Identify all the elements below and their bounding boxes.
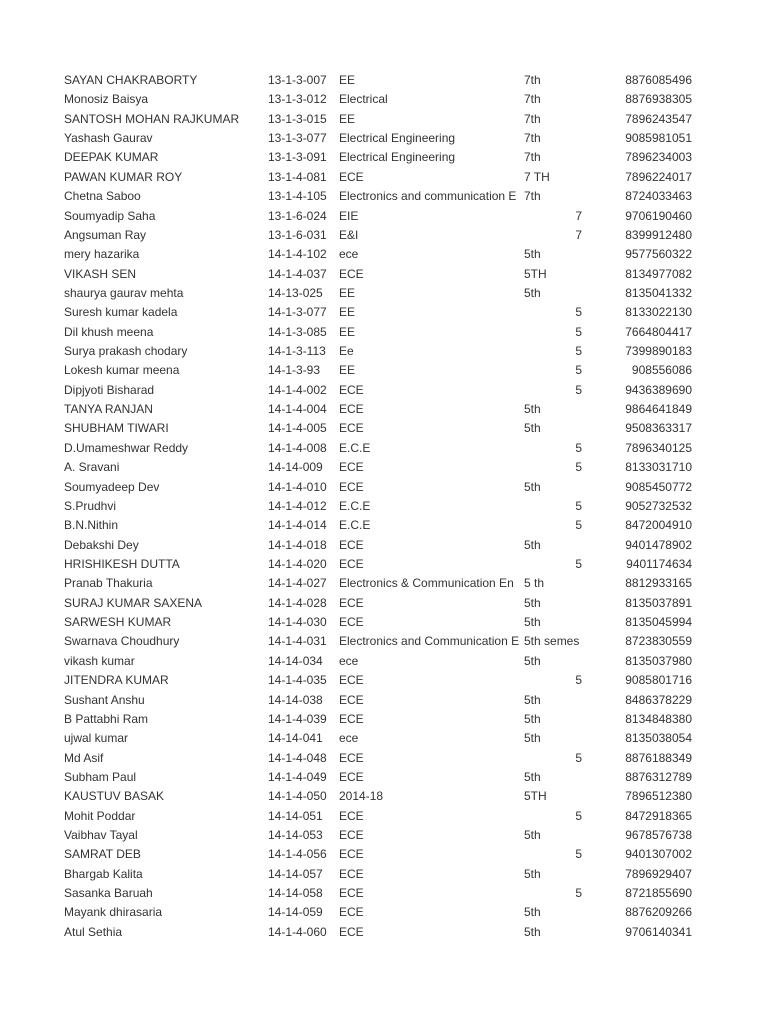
semester-cell: 5 [575, 673, 582, 688]
table-row [0, 71, 768, 90]
student-name-cell: Vaibhav Tayal [64, 828, 138, 843]
branch-cell: ECE [339, 866, 364, 881]
table-row [0, 361, 768, 380]
student-name-cell: Yashash Gaurav [64, 131, 153, 146]
roll-number-cell: 14-1-4-048 [268, 750, 327, 765]
table-row [0, 632, 768, 651]
phone-number-cell: 8134977082 [625, 266, 692, 281]
roll-number-cell: 14-1-4-018 [268, 537, 327, 552]
roll-number-cell: 14-1-4-005 [268, 421, 327, 436]
branch-cell: ece [339, 731, 359, 746]
student-name-cell: Angsuman Ray [64, 227, 147, 242]
student-name-cell: SURAJ KUMAR SAXENA [64, 595, 203, 610]
semester-cell: 5 [575, 556, 582, 571]
roll-number-cell: 14-1-4-056 [268, 847, 327, 862]
phone-number-cell: 8472918365 [625, 808, 692, 823]
phone-number-cell: 9706190460 [625, 208, 692, 223]
student-name-cell: VIKASH SEN [64, 266, 137, 281]
branch-cell: EE [339, 285, 356, 300]
roll-number-cell: 14-1-4-037 [268, 266, 327, 281]
semester-cell: 5 [575, 363, 582, 378]
student-name-cell: SANTOSH MOHAN RAJKUMAR [64, 111, 240, 126]
branch-cell: Electrical Engineering [339, 150, 456, 165]
semester-cell: 7th [524, 189, 541, 204]
student-name-cell: Sasanka Baruah [64, 886, 153, 901]
student-name-cell: KAUSTUV BASAK [64, 789, 165, 804]
branch-cell: E.C.E [339, 498, 371, 513]
table-row [0, 419, 768, 438]
student-name-cell: Bhargab Kalita [64, 866, 143, 881]
phone-number-cell: 7896512380 [625, 789, 692, 804]
branch-cell: Electrical [339, 92, 388, 107]
roll-number-cell: 14-1-4-008 [268, 440, 327, 455]
branch-cell: ECE [339, 402, 364, 417]
table-row [0, 226, 768, 245]
table-row [0, 884, 768, 903]
table-row [0, 671, 768, 690]
phone-number-cell: 8723830559 [625, 634, 692, 649]
table-row [0, 381, 768, 400]
semester-cell: 5 [575, 382, 582, 397]
table-row [0, 923, 768, 942]
branch-cell: 2014-18 [339, 789, 384, 804]
table-row [0, 187, 768, 206]
student-name-cell: Dipjyoti Bisharad [64, 382, 155, 397]
branch-cell: Electronics and Communication E [339, 634, 520, 649]
student-list-sheet [0, 71, 768, 942]
branch-cell: Electronics and communication E [339, 189, 517, 204]
branch-cell: EE [339, 324, 356, 339]
branch-cell: EE [339, 73, 356, 87]
phone-number-cell: 9577560322 [625, 247, 692, 262]
roll-number-cell: 14-1-4-012 [268, 498, 327, 513]
branch-cell: Electronics & Communication En [339, 576, 514, 591]
phone-number-cell: 8876938305 [625, 92, 692, 107]
student-name-cell: Dil khush meena [64, 324, 154, 339]
table-row [0, 110, 768, 129]
table-row [0, 478, 768, 497]
student-name-cell: Mayank dhirasaria [64, 905, 163, 920]
roll-number-cell: 13-1-3-077 [268, 131, 327, 146]
phone-number-cell: 9085450772 [625, 479, 692, 494]
semester-cell: 5th [524, 421, 541, 436]
student-name-cell: Debakshi Dey [64, 537, 139, 552]
semester-cell: 5th [524, 905, 541, 920]
roll-number-cell: 13-1-3-015 [268, 111, 327, 126]
semester-cell: 7th [524, 92, 541, 107]
semester-cell: 5th [524, 537, 541, 552]
branch-cell: EE [339, 363, 356, 378]
roll-number-cell: 14-14-041 [268, 731, 323, 746]
student-name-cell: SAYAN CHAKRABORTY [64, 73, 198, 87]
semester-cell: 5TH [524, 266, 547, 281]
table-row [0, 536, 768, 555]
table-row [0, 458, 768, 477]
roll-number-cell: 13-1-3-091 [268, 150, 327, 165]
student-name-cell: JITENDRA KUMAR [64, 673, 169, 688]
roll-number-cell: 13-1-6-024 [268, 208, 327, 223]
semester-cell: 5th [524, 866, 541, 881]
semester-cell: 5 [575, 460, 582, 475]
phone-number-cell: 8876312789 [625, 769, 692, 784]
branch-cell: ece [339, 653, 359, 668]
phone-number-cell: 8135038054 [625, 731, 692, 746]
phone-number-cell: 8133031710 [625, 460, 692, 475]
roll-number-cell: 14-1-4-004 [268, 402, 327, 417]
phone-number-cell: 7896340125 [625, 440, 692, 455]
roll-number-cell: 14-1-4-102 [268, 247, 327, 262]
roll-number-cell: 14-13-025 [268, 285, 323, 300]
roll-number-cell: 14-14-053 [268, 828, 323, 843]
table-row [0, 749, 768, 768]
student-name-cell: Subham Paul [64, 769, 137, 784]
branch-cell: ECE [339, 537, 364, 552]
branch-cell: EE [339, 111, 356, 126]
student-name-cell: Surya prakash chodary [64, 344, 188, 359]
semester-cell: 5th [524, 769, 541, 784]
phone-number-cell: 9052732532 [625, 498, 692, 513]
student-name-cell: shaurya gaurav mehta [64, 285, 184, 300]
table-row [0, 613, 768, 632]
phone-number-cell: 8486378229 [625, 692, 692, 707]
semester-cell: 5th [524, 828, 541, 843]
table-row [0, 90, 768, 109]
roll-number-cell: 14-1-4-010 [268, 479, 327, 494]
student-name-cell: B.N.Nithin [64, 518, 119, 533]
branch-cell: ECE [339, 421, 364, 436]
table-row [0, 691, 768, 710]
student-name-cell: HRISHIKESH DUTTA [64, 556, 180, 571]
phone-number-cell: 9401478902 [625, 537, 692, 552]
roll-number-cell: 14-1-4-020 [268, 556, 327, 571]
branch-cell: ECE [339, 847, 364, 862]
branch-cell: E.C.E [339, 440, 371, 455]
branch-cell: ECE [339, 808, 364, 823]
phone-number-cell: 9864641849 [625, 402, 692, 417]
semester-cell: 7th [524, 111, 541, 126]
roll-number-cell: 14-1-4-027 [268, 576, 327, 591]
roll-number-cell: 14-1-4-035 [268, 673, 327, 688]
semester-cell: 5th [524, 479, 541, 494]
table-row [0, 439, 768, 458]
phone-number-cell: 8133022130 [625, 305, 692, 320]
branch-cell: ECE [339, 886, 364, 901]
student-name-cell: D.Umameshwar Reddy [64, 440, 189, 455]
table-row [0, 652, 768, 671]
table-row [0, 787, 768, 806]
student-name-cell: Mohit Poddar [64, 808, 136, 823]
roll-number-cell: 14-1-4-031 [268, 634, 327, 649]
phone-number-cell: 9678576738 [625, 828, 692, 843]
semester-cell: 5th [524, 653, 541, 668]
roll-number-cell: 14-14-057 [268, 866, 323, 881]
semester-cell: 5th [524, 402, 541, 417]
roll-number-cell: 14-1-3-93 [268, 363, 321, 378]
semester-cell: 5 [575, 324, 582, 339]
semester-cell: 5th [524, 692, 541, 707]
branch-cell: ECE [339, 169, 364, 184]
student-name-cell: S.Prudhvi [64, 498, 117, 513]
phone-number-cell: 7896234003 [625, 150, 692, 165]
semester-cell: 7th [524, 131, 541, 146]
roll-number-cell: 14-1-3-085 [268, 324, 327, 339]
table-row [0, 710, 768, 729]
semester-cell: 5 [575, 808, 582, 823]
phone-number-cell: 8876085496 [625, 73, 692, 87]
semester-cell: 5 [575, 305, 582, 320]
student-name-cell: Lokesh kumar meena [64, 363, 180, 378]
table-row [0, 807, 768, 826]
table-row [0, 903, 768, 922]
branch-cell: EIE [339, 208, 359, 223]
semester-cell: 5 [575, 750, 582, 765]
semester-cell: 5 th [524, 576, 545, 591]
student-name-cell: mery hazarika [64, 247, 140, 262]
phone-number-cell: 9508363317 [625, 421, 692, 436]
table-row [0, 168, 768, 187]
table-row [0, 400, 768, 419]
phone-number-cell: 9436389690 [625, 382, 692, 397]
table-row [0, 323, 768, 342]
student-name-cell: SARWESH KUMAR [64, 615, 172, 630]
branch-cell: ECE [339, 769, 364, 784]
student-name-cell: Pranab Thakuria [64, 576, 153, 591]
branch-cell: ECE [339, 460, 364, 475]
phone-number-cell: 8812933165 [625, 576, 692, 591]
roll-number-cell: 14-14-038 [268, 692, 323, 707]
roll-number-cell: 14-1-4-030 [268, 615, 327, 630]
semester-cell: 7 [575, 227, 582, 242]
table-row [0, 148, 768, 167]
phone-number-cell: 8135037891 [625, 595, 692, 610]
semester-cell: 7th [524, 73, 541, 87]
table-row [0, 516, 768, 535]
table-row [0, 303, 768, 322]
table-row [0, 342, 768, 361]
branch-cell: ECE [339, 692, 364, 707]
phone-number-cell: 9706140341 [625, 924, 692, 939]
table-row [0, 245, 768, 264]
phone-number-cell: 7896224017 [625, 169, 692, 184]
phone-number-cell: 7896929407 [625, 866, 692, 881]
phone-number-cell: 9401307002 [625, 847, 692, 862]
table-row [0, 129, 768, 148]
branch-cell: ECE [339, 828, 364, 843]
roll-number-cell: 14-14-059 [268, 905, 323, 920]
semester-cell: 5 [575, 498, 582, 513]
branch-cell: E.C.E [339, 518, 371, 533]
branch-cell: ECE [339, 595, 364, 610]
branch-cell: Electrical Engineering [339, 131, 456, 146]
student-name-cell: Soumyadeep Dev [64, 479, 160, 494]
semester-cell: 5 [575, 886, 582, 901]
table-row [0, 265, 768, 284]
branch-cell: ECE [339, 673, 364, 688]
student-name-cell: B Pattabhi Ram [64, 711, 149, 726]
phone-number-cell: 9401174634 [626, 556, 692, 571]
student-name-cell: A. Sravani [64, 460, 120, 475]
table-row [0, 555, 768, 574]
roll-number-cell: 14-1-4-039 [268, 711, 327, 726]
semester-cell: 5th semes [524, 634, 580, 649]
roll-number-cell: 13-1-6-031 [268, 227, 327, 242]
table-row [0, 768, 768, 787]
semester-cell: 5th [524, 285, 541, 300]
student-name-cell: Sushant Anshu [64, 692, 145, 707]
branch-cell: EE [339, 305, 356, 320]
roll-number-cell: 14-1-4-002 [268, 382, 327, 397]
roll-number-cell: 14-14-051 [268, 808, 323, 823]
table-row [0, 845, 768, 864]
branch-cell: ECE [339, 924, 364, 939]
semester-cell: 5 [575, 847, 582, 862]
table-row [0, 284, 768, 303]
phone-number-cell: 8876209266 [625, 905, 692, 920]
roll-number-cell: 14-1-3-113 [268, 344, 326, 359]
student-name-cell: Soumyadip Saha [64, 208, 156, 223]
semester-cell: 5th [524, 711, 541, 726]
table-row [0, 594, 768, 613]
roll-number-cell: 13-1-4-105 [268, 189, 327, 204]
semester-cell: 7 TH [524, 169, 550, 184]
semester-cell: 5th [524, 615, 541, 630]
roll-number-cell: 14-1-4-060 [268, 924, 327, 939]
phone-number-cell: 8134848380 [625, 711, 692, 726]
phone-number-cell: 8135045994 [625, 615, 692, 630]
student-name-cell: Md Asif [64, 750, 104, 765]
roll-number-cell: 14-1-4-014 [268, 518, 327, 533]
semester-cell: 5th [524, 731, 541, 746]
semester-cell: 5th [524, 247, 541, 262]
semester-cell: 7 [575, 208, 582, 223]
phone-number-cell: 8135041332 [625, 285, 692, 300]
roll-number-cell: 14-1-4-050 [268, 789, 327, 804]
table-row [0, 207, 768, 226]
roll-number-cell: 14-1-4-049 [268, 769, 327, 784]
table-row [0, 865, 768, 884]
phone-number-cell: 908556086 [631, 363, 692, 378]
roll-number-cell: 14-14-034 [268, 653, 323, 668]
roll-number-cell: 13-1-3-012 [268, 92, 327, 107]
semester-cell: 5 [575, 440, 582, 455]
phone-number-cell: 8135037980 [625, 653, 692, 668]
branch-cell: ECE [339, 266, 364, 281]
phone-number-cell: 8472004910 [625, 518, 692, 533]
phone-number-cell: 8399912480 [625, 227, 692, 242]
student-name-cell: SHUBHAM TIWARI [64, 421, 169, 436]
phone-number-cell: 8721855690 [625, 886, 692, 901]
roll-number-cell: 14-1-3-077 [268, 305, 327, 320]
student-name-cell: TANYA RANJAN [64, 402, 153, 417]
branch-cell: ECE [339, 556, 364, 571]
branch-cell: ECE [339, 750, 364, 765]
phone-number-cell: 9085801716 [625, 673, 692, 688]
branch-cell: ece [339, 247, 359, 262]
roll-number-cell: 13-1-3-007 [268, 73, 327, 87]
branch-cell: Ee [339, 344, 354, 359]
branch-cell: ECE [339, 905, 364, 920]
semester-cell: 5 [575, 518, 582, 533]
student-name-cell: PAWAN KUMAR ROY [64, 169, 183, 184]
student-name-cell: vikash kumar [64, 653, 135, 668]
student-name-cell: Swarnava Choudhury [64, 634, 180, 649]
table-row [0, 574, 768, 593]
roll-number-cell: 14-1-4-028 [268, 595, 327, 610]
branch-cell: ECE [339, 479, 364, 494]
semester-cell: 5th [524, 595, 541, 610]
roll-number-cell: 13-1-4-081 [268, 169, 327, 184]
semester-cell: 7th [524, 150, 541, 165]
table-row [0, 729, 768, 748]
phone-number-cell: 8876188349 [625, 750, 692, 765]
student-name-cell: Monosiz Baisya [64, 92, 149, 107]
branch-cell: E&I [339, 227, 359, 242]
roll-number-cell: 14-14-058 [268, 886, 323, 901]
phone-number-cell: 7399890183 [625, 344, 692, 359]
semester-cell: 5 [575, 344, 582, 359]
student-name-cell: Suresh kumar kadela [64, 305, 178, 320]
phone-number-cell: 8724033463 [625, 189, 692, 204]
semester-cell: 5th [524, 924, 541, 939]
student-name-cell: SAMRAT DEB [64, 847, 141, 862]
table-row [0, 826, 768, 845]
table-row [0, 497, 768, 516]
roll-number-cell: 14-14-009 [268, 460, 323, 475]
student-name-cell: ujwal kumar [64, 731, 129, 746]
branch-cell: ECE [339, 615, 364, 630]
phone-number-cell: 7896243547 [625, 111, 692, 126]
phone-number-cell: 9085981051 [625, 131, 692, 146]
student-name-cell: Chetna Saboo [64, 189, 141, 204]
student-name-cell: DEEPAK KUMAR [64, 150, 159, 165]
branch-cell: ECE [339, 711, 364, 726]
branch-cell: ECE [339, 382, 364, 397]
phone-number-cell: 7664804417 [625, 324, 692, 339]
semester-cell: 5TH [524, 789, 547, 804]
student-name-cell: Atul Sethia [64, 924, 123, 939]
